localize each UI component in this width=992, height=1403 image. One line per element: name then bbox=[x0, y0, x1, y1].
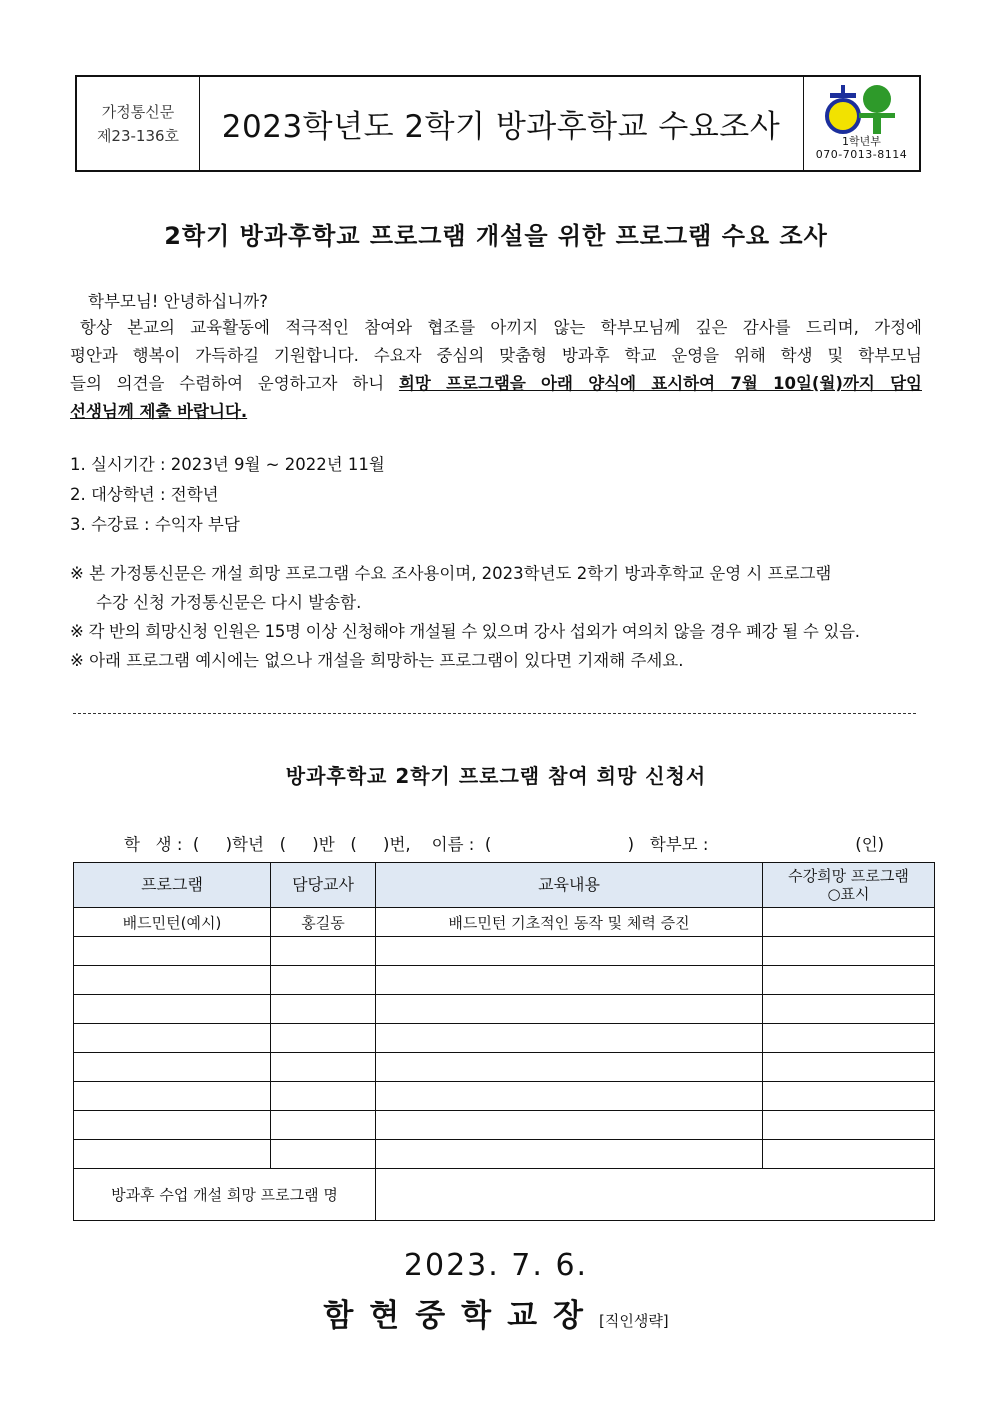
table-row bbox=[74, 1053, 935, 1082]
list-item-grade: 2. 대상학년 : 전학년 bbox=[70, 485, 219, 504]
cell-program[interactable] bbox=[74, 1053, 271, 1082]
table-row bbox=[74, 937, 935, 966]
cut-line bbox=[73, 713, 916, 714]
notes bbox=[70, 559, 922, 675]
dept-label: 1학년부 bbox=[842, 135, 881, 148]
note-3: ※ 아래 프로그램 예시에는 없으나 개설을 희망하는 프로그램이 있다면 기재해 주세요. bbox=[70, 651, 684, 670]
cell-content[interactable] bbox=[376, 995, 763, 1024]
cell-teacher[interactable] bbox=[271, 1024, 376, 1053]
table-row-wish bbox=[74, 1169, 935, 1221]
list-item-period: 1. 실시기간 : 2023년 9월 ~ 2022년 11월 bbox=[70, 455, 385, 474]
col-header-check: 수강희망 프로그램 ○표시 bbox=[763, 863, 935, 908]
seal-omitted-note: [직인생략] bbox=[599, 1312, 669, 1330]
col-header-teacher: 담당교사 bbox=[271, 863, 376, 908]
body-line-3-plain: 들의 의견을 수렴하여 운영하고자 하니 bbox=[70, 374, 399, 393]
cell-teacher[interactable] bbox=[271, 1082, 376, 1111]
table-row bbox=[74, 1111, 935, 1140]
cell-teacher[interactable] bbox=[271, 937, 376, 966]
cell-check[interactable] bbox=[763, 1053, 935, 1082]
cell-program[interactable] bbox=[74, 966, 271, 995]
note-1-cont: 수강 신청 가정통신문은 다시 발송함. bbox=[96, 593, 362, 612]
wish-program-input[interactable] bbox=[376, 1169, 935, 1221]
cell-program[interactable] bbox=[74, 1024, 271, 1053]
table-row bbox=[74, 1024, 935, 1053]
cell-teacher[interactable] bbox=[271, 966, 376, 995]
student-info-line[interactable]: 학 생 : ( )학년 ( )반 ( )번, 이름 : ( ) 학부모 : (인) bbox=[124, 835, 885, 854]
col-header-program: 프로그램 bbox=[74, 863, 271, 908]
table-row bbox=[74, 966, 935, 995]
cell-content[interactable] bbox=[376, 937, 763, 966]
cell-check[interactable] bbox=[763, 937, 935, 966]
school-logo-cell bbox=[803, 77, 919, 170]
info-list bbox=[70, 450, 385, 540]
doc-number: 제23-136호 bbox=[96, 126, 180, 145]
cell-program[interactable] bbox=[74, 1082, 271, 1111]
cell-content[interactable] bbox=[376, 1024, 763, 1053]
cell-check[interactable] bbox=[763, 1111, 935, 1140]
body-line-1: 항상 본교의 교육활동에 적극적인 참여와 협조를 아끼지 않는 학부모님께 깊은 감사를 드리며, 가정에 bbox=[80, 318, 922, 337]
cell-program[interactable] bbox=[74, 937, 271, 966]
greeting: 학부모님! 안녕하십니까? bbox=[88, 292, 269, 311]
section-title: 2학기 방과후학교 프로그램 개설을 위한 프로그램 수요 조사 bbox=[164, 222, 828, 250]
cell-check[interactable] bbox=[763, 1140, 935, 1169]
letter-header bbox=[75, 75, 921, 172]
table-row bbox=[74, 1082, 935, 1111]
cell-check[interactable] bbox=[763, 966, 935, 995]
note-2: ※ 각 반의 희망신청 인원은 15명 이상 신청해야 개설될 수 있으며 강사 섭외가 여의치 않을 경우 폐강 될 수 있음. bbox=[70, 622, 860, 641]
wish-program-label: 방과후 수업 개설 희망 프로그램 명 bbox=[74, 1169, 376, 1221]
cell-check[interactable] bbox=[763, 1024, 935, 1053]
cell-teacher[interactable] bbox=[271, 1111, 376, 1140]
program-table bbox=[73, 862, 935, 1221]
table-row bbox=[74, 1140, 935, 1169]
cell-teacher[interactable] bbox=[271, 1053, 376, 1082]
table-row-example bbox=[74, 908, 935, 937]
body-line-2: 평안과 행복이 가득하길 기원합니다. 수요자 중심의 맞춤형 방과후 학교 운영을 위해 학생 및 학부모님 bbox=[70, 346, 922, 365]
doc-info-cell bbox=[77, 77, 200, 170]
doc-title: 2023학년도 2학기 방과후학교 수요조사 bbox=[221, 109, 781, 145]
cell-program[interactable] bbox=[74, 1111, 271, 1140]
cell-program[interactable] bbox=[74, 995, 271, 1024]
cell-content[interactable] bbox=[376, 1053, 763, 1082]
cell-content[interactable] bbox=[376, 966, 763, 995]
cell-check[interactable] bbox=[763, 995, 935, 1024]
body-line-3 bbox=[70, 370, 922, 398]
cell-content[interactable] bbox=[376, 1111, 763, 1140]
cell-program[interactable] bbox=[74, 1140, 271, 1169]
cell-teacher[interactable] bbox=[271, 1140, 376, 1169]
school-logo-icon bbox=[825, 83, 899, 137]
body-paragraph bbox=[70, 314, 922, 426]
cell-check[interactable] bbox=[763, 1082, 935, 1111]
issue-date: 2023. 7. 6. bbox=[403, 1248, 589, 1283]
cell-content[interactable] bbox=[376, 1082, 763, 1111]
form-title: 방과후학교 2학기 프로그램 참여 희망 신청서 bbox=[285, 764, 707, 788]
signature-block bbox=[0, 1290, 992, 1335]
cell-teacher: 홍길동 bbox=[271, 908, 376, 937]
col-header-content: 교육내용 bbox=[376, 863, 763, 908]
deadline-emphasis-cont: 선생님께 제출 바랍니다. bbox=[70, 402, 248, 421]
cell-teacher[interactable] bbox=[271, 995, 376, 1024]
principal-signature: 함현중학교장 bbox=[323, 1298, 599, 1334]
cell-content: 배드민턴 기초적인 동작 및 체력 증진 bbox=[376, 908, 763, 937]
deadline-emphasis: 희망 프로그램을 아래 양식에 표시하여 7월 10일(월)까지 담임 bbox=[398, 374, 922, 393]
cell-program: 배드민턴(예시) bbox=[74, 908, 271, 937]
list-item-fee: 3. 수강료 : 수익자 부담 bbox=[70, 515, 240, 534]
cell-check[interactable] bbox=[763, 908, 935, 937]
doc-type: 가정통신문 bbox=[101, 102, 175, 121]
cell-content[interactable] bbox=[376, 1140, 763, 1169]
note-1: ※ 본 가정통신문은 개설 희망 프로그램 수요 조사용이며, 2023학년도 2학기 방과후학교 운영 시 프로그램 bbox=[70, 564, 832, 583]
table-row bbox=[74, 995, 935, 1024]
dept-phone: 070-7013-8114 bbox=[815, 148, 908, 161]
